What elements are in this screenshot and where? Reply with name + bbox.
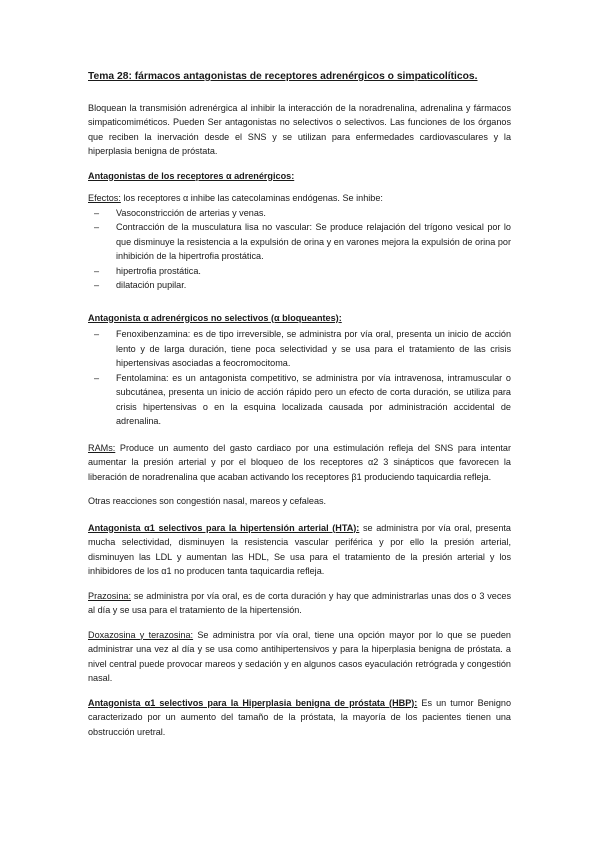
nonselective-list (88, 327, 511, 429)
prazosina-text: se administra por vía oral, es de corta duración y hay que administrarlas unas dos o 3 veces al día y se usa para el tratamiento de la hipertensión. (88, 590, 511, 615)
list-item: – Fenoxibenzamina: es de tipo irreversible, se administra por vía oral, presenta un inicio de acción lento y de larga duración, tiene poca selectividad y se usa para el tratamiento de las crisis hipertensivas asociadas a feocromocitoma. (94, 329, 511, 368)
doxazosina-text: Se administra por vía oral, tiene una opción mayor por lo que se pueden administrar una vez al día y se usa como antihipertensivos y para la hiperplasia benigna de próstata. a nivel central puede provocar mareos y sedación y en algunos casos eyaculación retrógrada y congestión nasal. (88, 629, 511, 683)
doxazosina-paragraph (88, 628, 511, 686)
list-item: – hipertrofia prostática. (88, 264, 511, 279)
list-item: – Contracción de la musculatura lisa no vascular: Se produce relajación del trígono vesical por lo que disminuye la resistencia a la expulsión de orina y en varones mejora la expulsión de orina por inhibición de la hipertrofia prostática. (94, 222, 511, 261)
dash-bullet: – (94, 265, 100, 276)
effects-list (88, 206, 511, 293)
section-heading-nonselective: Antagonista α adrenérgicos no selectivos (α bloqueantes): (88, 312, 342, 323)
list-item: – dilatación pupilar. (88, 278, 511, 293)
rams-text: Produce un aumento del gasto cardiaco por una estimulación refleja del SNS para intentar aumentar la presión arterial y por el bloqueo de los receptores α2 3 sinápticos que favorecen la liberación de noradrenalina que acaban activando los receptores β1 produciendo taquicardia refleja. (88, 442, 511, 482)
dash-bullet: – (94, 222, 100, 232)
dash-bullet: – (94, 372, 100, 383)
hbp-text: Es un tumor Benigno caracterizado por un aumento del tamaño de la próstata, la mayoría de los pacientes tienen una obstrucción uretral. (88, 697, 512, 737)
rams-paragraph (88, 441, 511, 485)
effects-paragraph (88, 191, 511, 206)
hta-heading: Antagonista α1 selectivos para la hipertensión arterial (HTA): (88, 522, 360, 533)
page-title: Tema 28: fármacos antagonistas de receptores adrenérgicos o simpaticolíticos. (88, 71, 478, 82)
dash-bullet: – (94, 329, 100, 339)
hbp-heading: Antagonista α1 selectivos para la Hiperplasia benigna de próstata (HBP): (88, 697, 418, 708)
list-item: – Vasoconstricción de arterias y venas. (88, 206, 511, 221)
other-reactions-paragraph: Otras reacciones son congestión nasal, mareos y cefaleas. (88, 496, 327, 506)
effects-label: Efectos: (88, 193, 121, 203)
section-heading-alpha-antagonists: Antagonistas de los receptores α adrenérgicos: (88, 170, 295, 181)
dash-bullet: – (94, 280, 100, 290)
prazosina-paragraph (88, 589, 511, 618)
hbp-paragraph (88, 696, 511, 740)
effects-text: los receptores α inhibe las catecolaminas endógenas. Se inhibe: (120, 193, 383, 203)
intro-paragraph: Bloquean la transmisión adrenérgica al inhibir la interacción de la noradrenalina, adrenalina y fármacos simpaticomiméticos. Pueden Ser antagonistas no selectivos o selectivos. Las funciones de los órganos que reciben la inervación desde el SNS y se utilizan para enfermedades cardiovasculares y la hiperplasia benigna de próstata. (88, 102, 511, 156)
hta-paragraph (88, 521, 511, 579)
doxazosina-label: Doxazosina y terazosina: (88, 629, 194, 640)
rams-label: RAMs: (88, 442, 116, 453)
list-item: – Fentolamina: es un antagonista competitivo, se administra por vía intravenosa, intramuscular o subcutánea, presenta un inicio de acción rápido pero un efecto de corta duración, se utiliza para crisis hipertensivas o en la esquina localizada causada por administración accidental de adrenalina. (94, 372, 511, 426)
prazosina-label: Prazosina: (88, 590, 131, 601)
hta-text: se administra por vía oral, presenta mucha selectividad, disminuyen la resistencia vascular periférica y por ello la presión arterial, disminuyen las LDL y aumentan las HDL, Se usa para el tratamiento de la presión arterial y los inhibidores de los α1 no producen tanta taquicardia refleja. (88, 522, 511, 576)
dash-bullet: – (94, 207, 100, 218)
